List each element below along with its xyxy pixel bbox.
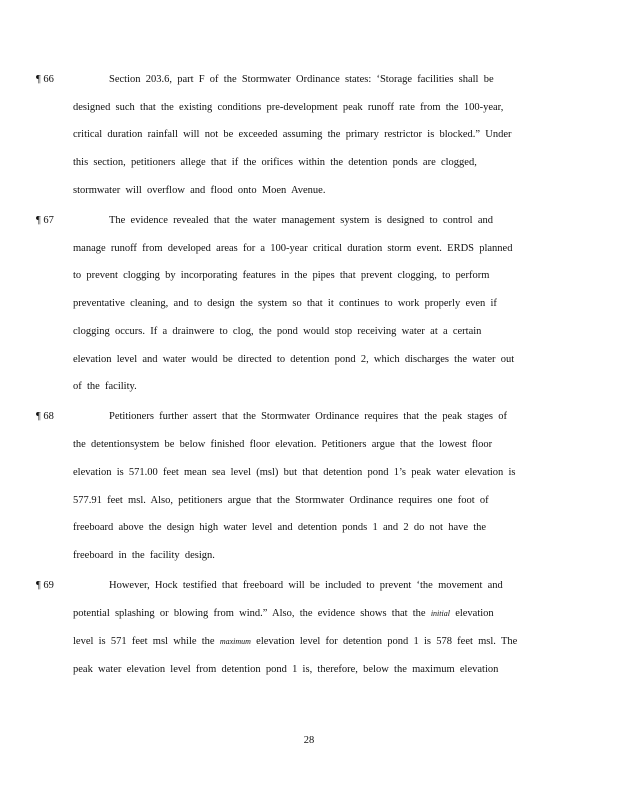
text-line: critical duration rainfall will not be exceeded assuming the primary restrictor is blocked.” Under: [73, 129, 512, 140]
text-line: Section 203.6, part F of the Stormwater Ordinance states: ‘Storage facilities shall be: [109, 74, 494, 85]
text-segment: level is 571 feet msl while the: [73, 636, 215, 647]
text-line: However, Hock testified that freeboard will be included to prevent ‘the movement and: [109, 580, 503, 591]
text-line: peak water elevation level from detention pond 1 is, therefore, below the maximum elevation: [73, 664, 499, 675]
text-line: of the facility.: [73, 381, 137, 392]
paragraph-number: ¶ 68: [36, 411, 54, 422]
text-line: The evidence revealed that the water management system is designed to control and: [109, 215, 493, 226]
text-line: stormwater will overflow and flood onto Moen Avenue.: [73, 185, 326, 196]
text-line: manage runoff from developed areas for a 100-year critical duration storm event. ERDS planned: [73, 243, 513, 254]
text-line: freeboard in the facility design.: [73, 550, 215, 561]
text-line: elevation level and water would be directed to detention pond 2, which discharges the water out: [73, 354, 515, 365]
text-line: [73, 607, 494, 621]
text-segment: elevation level for detention pond 1 is 578 feet msl. The: [256, 636, 518, 647]
text-line: preventative cleaning, and to design the system so that it continues to work properly even if: [73, 298, 497, 309]
italic-word: maximum: [219, 637, 251, 646]
italic-word: initial: [430, 609, 450, 618]
text-segment: potential splashing or blowing from wind.” Also, the evidence shows that the: [73, 608, 426, 619]
text-segment: elevation: [455, 608, 494, 619]
text-line: the detentionsystem be below finished floor elevation. Petitioners argue that the lowest floor: [73, 439, 493, 450]
text-line: elevation is 571.00 feet mean sea level (msl) but that detention pond 1’s peak water elevation is: [73, 467, 516, 478]
paragraph-number: ¶ 67: [36, 215, 54, 226]
text-line: clogging occurs. If a drainwere to clog, the pond would stop receiving water at a certain: [73, 326, 482, 337]
text-line: to prevent clogging by incorporating features in the pipes that prevent clogging, to perform: [73, 270, 490, 281]
text-line: Petitioners further assert that the Stormwater Ordinance requires that the peak stages of: [109, 411, 507, 422]
paragraph-number: ¶ 69: [36, 580, 54, 591]
paragraph-number: ¶ 66: [36, 74, 54, 85]
text-line: this section, petitioners allege that if the orifices within the detention ponds are clogged,: [73, 157, 477, 168]
page-number: 28: [303, 735, 315, 746]
text-line: freeboard above the design high water level and detention ponds 1 and 2 do not have the: [73, 522, 487, 533]
text-line: designed such that the existing conditions pre-development peak runoff rate from the 100-year,: [73, 102, 504, 113]
text-line: [73, 635, 517, 649]
text-line: 577.91 feet msl. Also, petitioners argue that the Stormwater Ordinance requires one foot of: [73, 495, 489, 506]
